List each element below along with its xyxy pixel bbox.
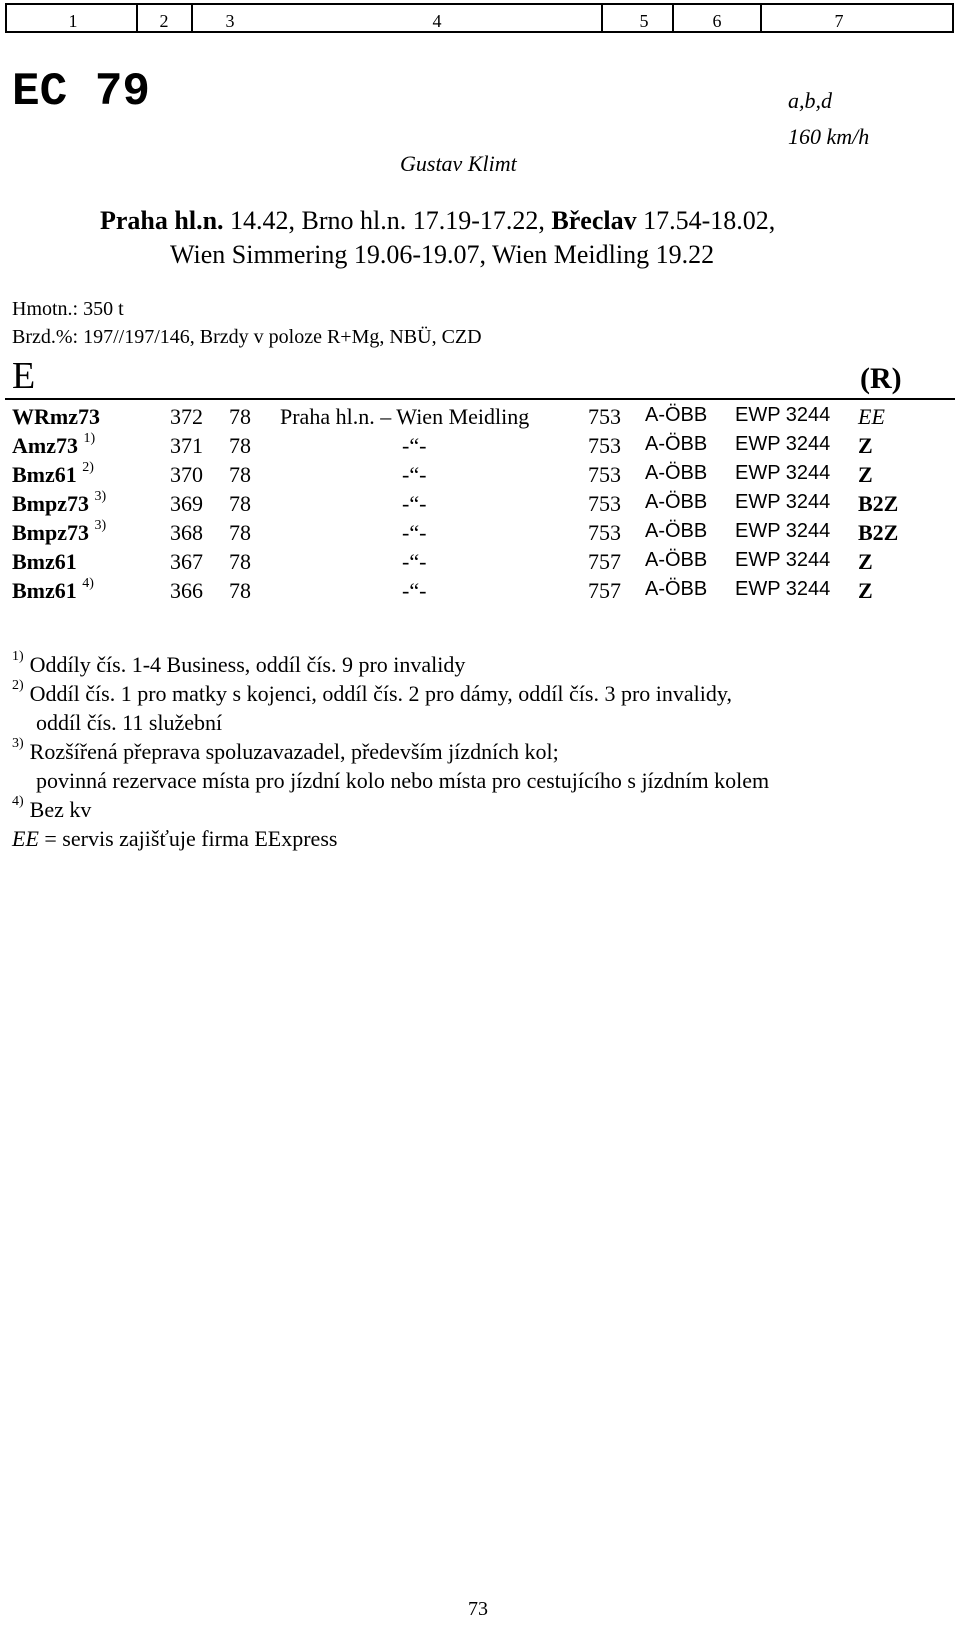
car-type: Amz73 $^{1)}$ (12, 431, 96, 458)
car-route: -“- (402, 491, 427, 516)
column-divider (760, 5, 762, 31)
section-letter: E (12, 355, 36, 397)
table-row (0, 433, 960, 462)
car-code: 753 (588, 520, 621, 545)
route-station: Břeclav (551, 206, 637, 235)
column-number: 5 (639, 11, 649, 31)
car-number: 366 (170, 578, 203, 603)
car-number: 368 (170, 520, 203, 545)
column-divider (601, 5, 603, 31)
car-operator: A-ÖBB (645, 578, 708, 600)
car-col3: 78 (229, 578, 251, 603)
car-route: -“- (402, 462, 427, 487)
footnote-mark: 4) (12, 794, 24, 809)
car-operator: A-ÖBB (645, 433, 708, 455)
car-service: B2Z (858, 520, 899, 545)
car-number: 372 (170, 404, 203, 429)
reservation-mark: (R) (860, 362, 902, 395)
table-row (0, 578, 960, 607)
footnote-mark: 3) (94, 489, 107, 504)
footnote-mark: 3) (12, 736, 24, 751)
table-row (0, 520, 960, 549)
footnote-2: $^{2)}$ Oddíl čís. 1 pro matky s kojenci, oddíl čís. 2 pro dámy, oddíl čís. 3 pro invalidy, (12, 678, 732, 706)
car-ewp: EWP 3244 (735, 578, 831, 600)
column-header-box (5, 3, 954, 33)
route-text: 17.54-18.02, (636, 206, 776, 235)
footnote-mark: 1) (83, 431, 96, 446)
train-speed: 160 km/h (788, 124, 870, 149)
car-service: EE (858, 404, 885, 429)
column-number: 7 (834, 11, 844, 31)
car-code: 753 (588, 433, 621, 458)
route-line-1 (100, 206, 775, 236)
table-row (0, 404, 960, 433)
car-type: Bmpz73 $^{3)}$ (12, 518, 107, 545)
column-divider (191, 5, 193, 31)
car-route: -“- (402, 578, 427, 603)
car-ewp: EWP 3244 (735, 433, 831, 455)
column-number: 4 (432, 11, 442, 31)
car-type: Bmz61 $^{4)}$ (12, 576, 94, 603)
footnote-mark: 3) (94, 518, 107, 533)
car-ewp: EWP 3244 (735, 491, 831, 513)
car-type: Bmz61 (12, 549, 77, 574)
footnote-2-continued: oddíl čís. 11 služební (36, 710, 223, 735)
footnote-1: $^{1)}$ Oddíly čís. 1-4 Business, oddíl čís. 9 pro invalidy (12, 649, 466, 677)
car-ewp: EWP 3244 (735, 462, 831, 484)
column-number: 2 (159, 11, 169, 31)
car-number: 367 (170, 549, 203, 574)
car-number: 370 (170, 462, 203, 487)
brake-info: Brzd.%: 197//197/146, Brzdy v poloze R+Mg, NBÜ, CZD (12, 326, 482, 348)
footnote-mark: 1) (12, 649, 24, 664)
footnote-mark: 2) (12, 678, 24, 693)
footnote-mark: 4) (82, 576, 94, 591)
car-col3: 78 (229, 404, 251, 429)
car-service: Z (858, 433, 873, 458)
car-operator: A-ÖBB (645, 404, 708, 426)
car-route: -“- (402, 549, 427, 574)
route-station: Praha hl.n. (100, 206, 224, 235)
footnote-4: $^{4)}$ Bez kv (12, 794, 92, 822)
car-code: 753 (588, 462, 621, 487)
car-col3: 78 (229, 433, 251, 458)
car-service: B2Z (858, 491, 899, 516)
column-divider (136, 5, 138, 31)
car-operator: A-ÖBB (645, 520, 708, 542)
car-col3: 78 (229, 520, 251, 545)
car-number: 371 (170, 433, 203, 458)
car-service: Z (858, 549, 873, 574)
car-operator: A-ÖBB (645, 462, 708, 484)
footnote-mark: 2) (82, 460, 94, 475)
car-service: Z (858, 578, 873, 603)
train-codes: a,b,d (788, 88, 832, 113)
section-rule (5, 398, 955, 400)
car-code: 753 (588, 491, 621, 516)
car-route: Praha hl.n. – Wien Meidling (280, 404, 530, 429)
legend-ee (12, 826, 337, 852)
car-service: Z (858, 462, 873, 487)
footnote-3-continued: povinná rezervace místa pro jízdní kolo nebo místa pro cestujícího s jízdním kolem (36, 768, 770, 793)
column-number: 3 (225, 11, 235, 31)
column-number: 1 (68, 11, 78, 31)
car-number: 369 (170, 491, 203, 516)
car-ewp: EWP 3244 (735, 520, 831, 542)
table-row (0, 549, 960, 578)
train-name: Gustav Klimt (400, 151, 517, 176)
car-type: Bmpz73 $^{3)}$ (12, 489, 107, 516)
car-ewp: EWP 3244 (735, 549, 831, 571)
car-code: 757 (588, 578, 621, 603)
page-number: 73 (468, 1598, 488, 1620)
car-operator: A-ÖBB (645, 491, 708, 513)
car-ewp: EWP 3244 (735, 404, 831, 426)
legend-key: EE (12, 826, 39, 851)
car-col3: 78 (229, 462, 251, 487)
car-code: 757 (588, 549, 621, 574)
train-weight: Hmotn.: 350 t (12, 298, 124, 320)
route-text: 14.42, Brno hl.n. 17.19-17.22, (223, 206, 552, 235)
column-number: 6 (712, 11, 722, 31)
car-col3: 78 (229, 549, 251, 574)
car-route: -“- (402, 433, 427, 458)
car-operator: A-ÖBB (645, 549, 708, 571)
car-code: 753 (588, 404, 621, 429)
route-line-2: Wien Simmering 19.06-19.07, Wien Meidling 19.22 (170, 240, 715, 269)
column-divider (672, 5, 674, 31)
footnote-3: $^{3)}$ Rozšířená přeprava spoluzavazadel, především jízdních kol; (12, 736, 559, 764)
car-type: Bmz61 $^{2)}$ (12, 460, 94, 487)
legend-text: = servis zajišťuje firma EExpress (38, 826, 338, 851)
car-route: -“- (402, 520, 427, 545)
car-col3: 78 (229, 491, 251, 516)
table-row (0, 462, 960, 491)
train-number: EC 79 (12, 66, 151, 118)
table-row (0, 491, 960, 520)
car-type: WRmz73 (12, 404, 100, 429)
